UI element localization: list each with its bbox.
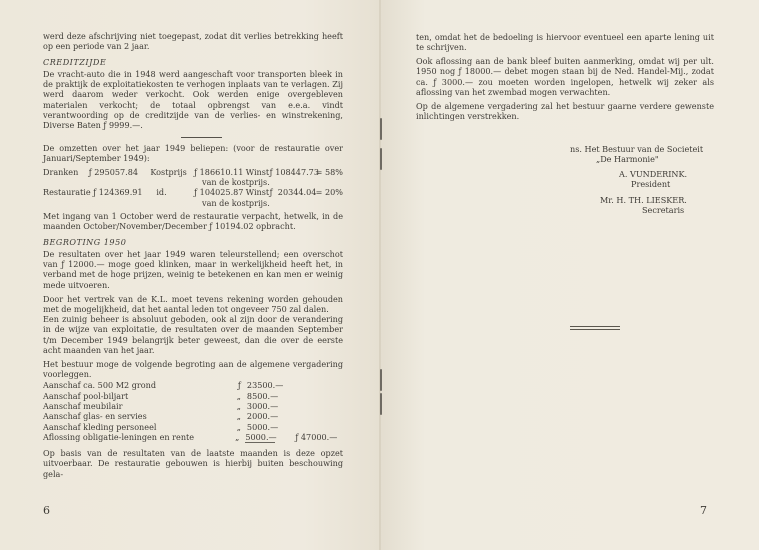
budget-paragraph: Een zuinig beheer is absoluut geboden, ook al zijn door de verandering in de wijze van exploitatie, de resultaten over de maanden September t/m December 1949 belangrijk beter geweest, dan die over de eerste acht maanden van het jaar.	[43, 314, 343, 356]
budget-item-label: Aanschaf kleding personeel	[43, 421, 157, 432]
budget-item-prefix: „	[235, 431, 240, 442]
budget-item-total	[295, 380, 343, 390]
secretary-title: Secretaris	[642, 205, 685, 216]
budget-item-total: ƒ 47000.—	[295, 431, 338, 442]
closing-paragraph: Op basis van de resultaten van de laatste maanden is deze opzet uitvoerbaar. De restauratie gebouwen is hierbij buiten beschouwing gela-	[43, 448, 343, 479]
budget-item-total	[295, 401, 343, 411]
page-number-left: 6	[43, 504, 50, 517]
budget-paragraph: De resultaten over het jaar 1949 waren teleurstellend; een overschot van ƒ 12000.— moge goed klinken, maar in werkelijkheid heeft het, in verband met de hoge prijzen, weinig te betekenen en kan men er weinig mede uitvoeren.	[43, 248, 343, 290]
budget-item-amount: 8500.—	[246, 390, 279, 401]
turnover-label-revenue	[43, 187, 150, 197]
turnover-label: Restauratie	[43, 187, 91, 198]
budget-item-prefix: „	[236, 401, 241, 411]
president-title: President	[631, 178, 671, 189]
budget-row	[43, 380, 343, 390]
budget-row	[43, 391, 343, 401]
turnover-profit-label: Winst	[245, 166, 270, 177]
turnover-intro: De omzetten over het jaar 1949 beliepen: (voor de restauratie over Januari/September 1949):	[43, 142, 343, 163]
left-page-content	[43, 31, 343, 483]
budget-paragraph: Door het vertrek van de K.L. moet tevens rekening worden gehouden met de mogelijkheid, dat het aantal leden tot ongeveer 750 zal dalen.	[43, 293, 343, 314]
budget-item-prefix: „	[236, 390, 241, 401]
turnover-revenue: ƒ 295057.84	[88, 166, 139, 177]
budget-row	[43, 411, 343, 421]
intro-paragraph: werd deze afschrijving niet toegepast, zodat dit verlies betrekking heeft op een periode van 2 jaar.	[43, 31, 343, 52]
turnover-table	[43, 167, 343, 208]
turnover-profit-label: Winst	[245, 187, 270, 198]
lease-paragraph: Met ingang van 1 October werd de restauratie verpacht, hetwelk, in de maanden October/November/December ƒ 10194.02 opbracht.	[43, 210, 343, 232]
turnover-row-restauratie	[43, 187, 343, 197]
turnover-note: van de kostprijs.	[202, 197, 270, 208]
budget-row	[43, 401, 343, 411]
closing-double-rule	[570, 326, 620, 332]
budget-heading: BEGROTING 1950	[43, 236, 127, 247]
turnover-profit: ƒ 108447.73	[269, 166, 319, 177]
budget-item-total	[295, 411, 343, 421]
budget-paragraph: Het bestuur moge de volgende begroting aan de algemene vergadering voorleggen.	[43, 358, 343, 380]
budget-item-label: Aflossing obligatie-leningen en rente	[43, 431, 195, 442]
credit-heading: CREDITZIJDE	[43, 56, 107, 67]
turnover-cost: ƒ 104025.87	[194, 187, 244, 198]
budget-row	[43, 422, 343, 432]
bank-paragraph: Ook aflossing aan de bank bleef buiten aanmerking, omdat wij per ult. 1950 nog ƒ 18000.— debet mogen staan bij de Ned. Handel-Mij., zodat ca. ƒ 3000.— zou moeten worden ingelopen, hetwelk wij zeker als aflossing van het zwembad mogen verwachten.	[416, 56, 714, 97]
booklet-spine	[379, 0, 381, 550]
budget-item-label: Aanschaf meubilair	[43, 401, 123, 411]
budget-item-label: Aanschaf glas- en servies	[43, 411, 147, 422]
budget-item-amount: 23500.—	[246, 380, 284, 391]
turnover-cost: ƒ 186610.11	[194, 166, 244, 177]
turnover-profit: ƒ 20344.04	[269, 187, 317, 198]
budget-item-prefix: „	[236, 421, 241, 432]
credit-paragraph: De vracht-auto die in 1948 werd aangeschaft voor transporten bleek in de praktijk de exploitatiekosten te verhogen inplaats van te verlagen. Zij werd daarom weder verkocht. Ook werden enige overgebleven materialen verkocht; de totaal opbrengst van e.e.a. vindt verantwoording op de creditzijde van de verlies- en winstrekening, Diverse Baten ƒ 9999.—.	[43, 68, 343, 131]
turnover-note: van de kostprijs.	[202, 177, 270, 188]
budget-item-prefix: ƒ	[237, 380, 241, 391]
budget-row	[43, 432, 343, 443]
budget-item-label: Aanschaf pool-biljart	[43, 390, 129, 401]
page-right	[380, 0, 759, 550]
secretary-name: Mr. H. TH. LIESKER.	[600, 195, 687, 206]
turnover-label: Dranken	[43, 166, 79, 177]
budget-item-label: Aanschaf ca. 500 M2 grond	[43, 380, 157, 391]
meeting-paragraph: Op de algemene vergadering zal het bestuur gaarne verdere gewenste inlichtingen verstrekken.	[416, 100, 714, 122]
budget-item-amount: 2000.—	[246, 411, 279, 422]
turnover-row-dranken	[43, 167, 343, 177]
budget-item-total	[295, 391, 343, 401]
right-page-content	[416, 32, 714, 125]
budget-item-total	[295, 422, 343, 432]
turnover-cost-label: id.	[156, 187, 167, 198]
budget-item-amount: 3000.—	[246, 401, 279, 411]
turnover-cost-label: Kostprijs	[150, 166, 187, 177]
budget-item-amount: 5000.—	[246, 421, 279, 432]
turnover-revenue: ƒ 124369.91	[93, 187, 143, 198]
budget-item-amount: 5000.—	[245, 431, 277, 442]
page-number-right: 7	[700, 504, 707, 517]
president-name: A. VUNDERINK.	[619, 168, 688, 179]
turnover-pct: = 20%	[315, 187, 344, 198]
signature-block	[570, 144, 750, 216]
turnover-pct: = 58%	[315, 166, 343, 177]
budget-table	[43, 380, 343, 443]
staple	[380, 393, 382, 415]
signature-society: „De Harmonie"	[596, 154, 659, 165]
staple	[380, 118, 382, 140]
signature-on-behalf: ns. Het Bestuur van de Societeit	[570, 144, 704, 154]
staple	[380, 369, 382, 391]
budget-item-prefix: „	[236, 411, 241, 422]
staple	[380, 148, 382, 170]
section-divider	[181, 137, 222, 138]
continuation-paragraph: ten, omdat het de bedoeling is hiervoor eventueel een aparte lening uit te schrijven.	[416, 32, 714, 53]
